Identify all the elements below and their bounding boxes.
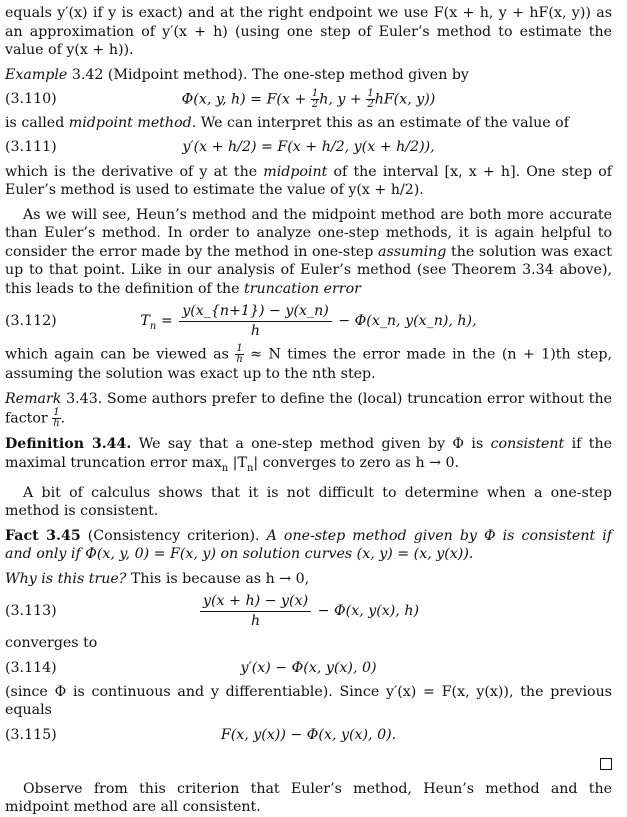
paragraph-viewed: which again can be viewed as $\frac{1}{h}$ ≈ N times the error made in the (n + 1)th step, assuming the solution was exact up to the nth step.: [5, 343, 612, 382]
paragraph-midpoint: is called midpoint method. We can interpret this as an estimate of the value of: [5, 115, 569, 131]
qed-box-icon: [600, 758, 612, 770]
equation-number: (3.110): [5, 90, 57, 107]
qed-row: [5, 750, 612, 774]
equation-number: (3.112): [5, 312, 57, 329]
paragraph-heun: As we will see, Heun’s method and the midpoint method are both more accurate than Euler’s method. In order to analyze one-step methods, it is again helpful to consider the error made by the method in one-step assuming the solution was exact up to that point. Like in our analysis of Euler’s method (see Theorem 3.34 above), this leads to the definition of the truncation error: [5, 206, 612, 297]
fraction: $\frac{y(x\_\{n+1\}) - y(x\_n)}{h}$: [179, 302, 332, 340]
equation-body: y′(x) − Φ(x, y(x), 0): [240, 659, 377, 676]
equation-3-110: [5, 84, 612, 114]
equation-body: Φ(x, y, h) = F(x + $\frac{1}{2}$ h, y + $\frac{1}{2}$ hF(x, y)): [181, 87, 436, 110]
equation-body: y′(x + h/2) = F(x + h/2, y(x + h/2)),: [182, 139, 435, 156]
equation-number: (3.114): [5, 659, 57, 676]
equation-body: F(x, y(x)) − Φ(x, y(x), 0).: [220, 726, 397, 743]
fraction-half: $\frac{1}{2}$: [311, 87, 319, 110]
example-text: The one-step method given by: [252, 66, 469, 83]
paragraph-continuous: (since Φ is continuous and y differentiable). Since y′(x) = F(x, y(x)), the previous equals: [5, 683, 612, 719]
example-3-42: [5, 66, 612, 85]
equation-number: (3.115): [5, 726, 57, 743]
page-body: [5, 4, 612, 817]
example-title: (Midpoint method).: [107, 66, 248, 83]
example-number: 3.42: [71, 66, 104, 83]
fraction-one-over-h: $\frac{1}{h}$: [236, 343, 243, 365]
paragraph-observe: Observe from this criterion that Euler’s method, Heun’s method and the midpoint method are all consistent.: [5, 780, 612, 816]
fraction-half: $\frac{1}{2}$: [367, 87, 374, 110]
definition-3-44: Definition 3.44. We say that a one-step method given by Φ is consistent if the maximal truncation error $\max_n |T_n|$ converges to zero as h → 0.: [5, 436, 612, 474]
fraction: $\frac{y(x + h) - y(x)}{h}$: [200, 592, 311, 630]
why-true: Why is this true? This is because as h → 0,: [5, 570, 310, 587]
equation-3-112: [5, 298, 612, 344]
fact-3-45: Fact 3.45 (Consistency criterion). A one-step method given by Φ is consistent if and only if Φ(x, y, 0) = F(x, y) on solution curves (x, y) = (x, y(x)).: [5, 527, 612, 563]
equation-3-115: [5, 720, 612, 750]
remark-3-43: Remark 3.43. Some authors prefer to define the (local) truncation error without the factor $\frac{1}{h}$ .: [5, 390, 612, 429]
fraction-one-over-h: $\frac{1}{h}$: [53, 407, 60, 429]
equation-3-113: [5, 588, 612, 634]
equation-body: $T_n$ = $\frac{y(x\_\{n+1\}) - y(x\_n)}{h}$ − Φ(x_n, y(x_n), h),: [140, 303, 477, 339]
equation-body: $\frac{y(x + h) - y(x)}{h}$ − Φ(x, y(x), h): [5, 592, 612, 630]
paragraph-calculus: A bit of calculus shows that it is not difficult to determine when a one-step method is consistent.: [5, 484, 612, 520]
example-label: Example: [5, 66, 68, 83]
equation-3-114: [5, 653, 612, 683]
paragraph-intro: equals y′(x) if y is exact) and at the right endpoint we use F(x + h, y + hF(x, y)) as an approximation of y′(x + h) (using one step of Euler’s method to estimate the value of y(x + h)).: [5, 5, 612, 58]
equation-number: (3.113): [5, 603, 57, 620]
equation-3-111: [5, 133, 612, 163]
paragraph-derivative: which is the derivative of y at the midpoint of the interval [x, x + h]. One step of Euler’s method is used to estimate the value of y(x + h/2).: [5, 163, 612, 198]
equation-number: (3.111): [5, 139, 57, 156]
converges-to: converges to: [5, 635, 98, 652]
